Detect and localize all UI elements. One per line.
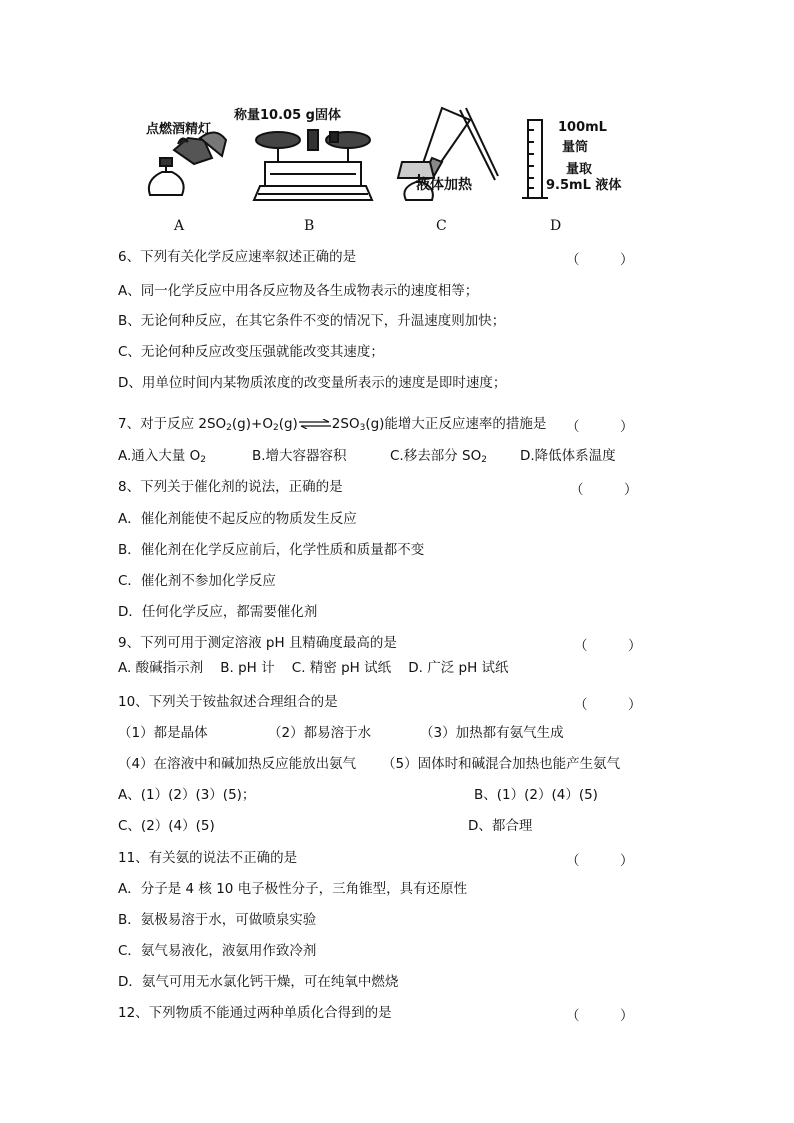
q10-item-4: （4）在溶液中和碱加热反应能放出氨气	[118, 756, 357, 772]
q10-answer-paren: （ ）	[574, 697, 642, 713]
q9-stem: 9、下列可用于测定溶液 pH 且精确度最高的是	[118, 635, 397, 651]
q9-options: A. 酸碱指示剂 B. pH 计 C. 精密 pH 试纸 D. 广泛 pH 试纸	[118, 660, 509, 676]
apparatus-figure	[130, 100, 650, 240]
label-a: 点燃酒精灯	[146, 122, 212, 137]
q8-option-b: B．催化剂在化学反应前后，化学性质和质量都不变	[118, 542, 425, 558]
equilibrium-arrow-icon	[298, 419, 332, 429]
q12-answer-paren: （ ）	[566, 1008, 634, 1024]
q10-stem: 10、下列关于铵盐叙述合理组合的是	[118, 694, 338, 710]
letter-b: B	[304, 218, 315, 234]
q7-option-d: D.降低体系温度	[520, 448, 616, 464]
letter-a: A	[174, 218, 185, 234]
q6-option-b: B、无论何种反应，在其它条件不变的情况下，升温速度则加快；	[118, 313, 506, 329]
q8-option-a: A．催化剂能使不起反应的物质发生反应	[118, 511, 357, 527]
q10-item-1: （1）都是晶体	[118, 725, 208, 741]
q6-answer-paren: （ ）	[566, 252, 634, 268]
q6-option-a: A、同一化学反应中用各反应物及各生成物表示的速度相等；	[118, 283, 479, 299]
letter-c: C	[436, 218, 447, 234]
q6-stem: 6、下列有关化学反应速率叙述正确的是	[118, 249, 357, 265]
q11-answer-paren: （ ）	[566, 853, 634, 869]
label-d-amount: 9.5mL 液体	[546, 178, 622, 193]
q11-option-b: B．氨极易溶于水，可做喷泉实验	[118, 912, 317, 928]
q11-option-c: C．氨气易液化，液氨用作致冷剂	[118, 943, 317, 959]
q7-option-c: C.移去部分 $SO_2$	[390, 448, 487, 465]
q8-answer-paren: （ ）	[570, 482, 638, 498]
q8-option-d: D．任何化学反应，都需要催化剂	[118, 604, 318, 620]
label-d-cylinder: 量筒	[562, 140, 589, 155]
q11-stem: 11、有关氨的说法不正确的是	[118, 850, 298, 866]
q12-stem: 12、下列物质不能通过两种单质化合得到的是	[118, 1005, 392, 1021]
q7-option-a: A.通入大量 $O_2$	[118, 448, 206, 465]
q10-option-d: D、都合理	[468, 818, 533, 834]
letter-d: D	[550, 218, 562, 234]
q11-option-a: A．分子是 4 核 10 电子极性分子，三角锥型，具有还原性	[118, 881, 468, 897]
q8-option-c: C．催化剂不参加化学反应	[118, 573, 276, 589]
graduated-cylinder-icon	[522, 120, 548, 198]
q10-item-5: （5）固体时和碱混合加热也能产生氨气	[382, 756, 621, 772]
q7-answer-paren: （ ）	[566, 419, 634, 435]
q10-option-b: B、(1）(2）(4）(5)	[474, 787, 598, 803]
q7-option-b: B.增大容器容积	[252, 448, 347, 464]
alcohol-lamp-a-icon	[149, 132, 226, 195]
q9-answer-paren: （ ）	[574, 638, 642, 654]
q10-option-a: A、(1）(2）(3）(5)；	[118, 787, 256, 803]
label-c: 液体加热	[416, 177, 472, 193]
q6-option-d: D、用单位时间内某物质浓度的改变量所表示的速度是即时速度；	[118, 375, 507, 391]
q11-option-d: D．氨气可用无水氯化钙干燥，可在纯氧中燃烧	[118, 974, 399, 990]
q8-stem: 8、下列关于催化剂的说法，正确的是	[118, 479, 343, 495]
q10-item-2: （2）都易溶于水	[268, 725, 372, 741]
label-d-measure: 量取	[566, 162, 593, 177]
q10-option-c: C、(2）(4）(5)	[118, 818, 215, 834]
balance-icon	[254, 130, 372, 200]
q10-item-3: （3）加热都有氨气生成	[420, 725, 564, 741]
label-b: 称量10.05 g固体	[234, 108, 341, 123]
q6-option-c: C、无论何种反应改变压强就能改变其速度；	[118, 344, 384, 360]
label-d-volume: 100mL	[558, 120, 607, 135]
q7-stem: 7、对于反应 $2SO_2(g)+O_2(g)$ $2SO_3(g)$能增大正反应速率的措施是	[118, 416, 547, 433]
